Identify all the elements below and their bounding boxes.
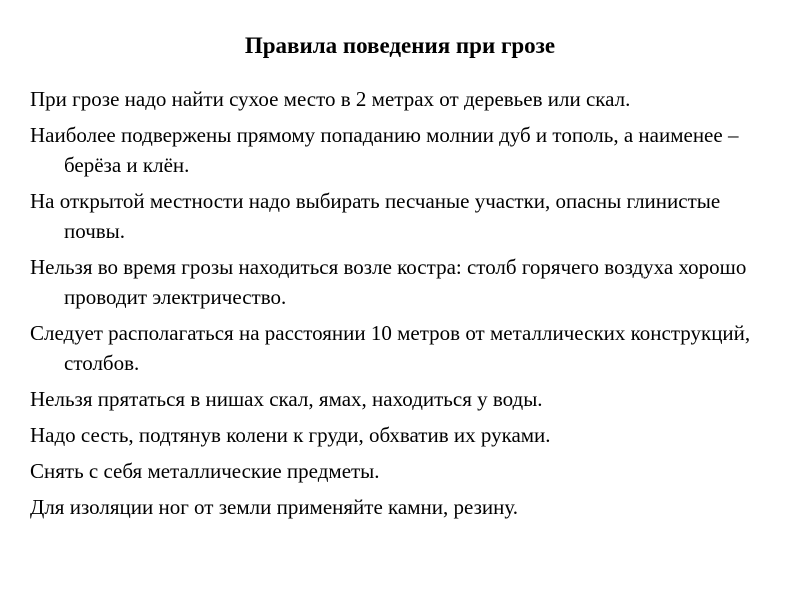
- rule-item-5: Следует располагаться на расстоянии 10 метров от металлических конструкций, столбов.: [30, 321, 751, 375]
- rule-item-3: На открытой местности надо выбирать песчаные участки, опасны глинистые почвы.: [30, 189, 721, 243]
- rule-item-1: При грозе надо найти сухое место в 2 метрах от деревьев или скал.: [30, 87, 631, 111]
- rules-list: [30, 84, 765, 528]
- rule-item-8: Снять с себя металлические предметы.: [30, 459, 380, 483]
- rule-item-4: Нельзя во время грозы находиться возле костра: столб горячего воздуха хорошо проводит электричество.: [30, 255, 747, 309]
- rule-item-2: Наиболее подвержены прямому попаданию молнии дуб и тополь, а наименее – берёза и клён.: [30, 123, 739, 177]
- slide-title: Правила поведения при грозе: [244, 33, 556, 58]
- rule-item-7: Надо сесть, подтянув колени к груди, обхватив их руками.: [30, 423, 551, 447]
- rule-item-9: Для изоляции ног от земли применяйте камни, резину.: [30, 495, 519, 519]
- rule-item-6: Нельзя прятаться в нишах скал, ямах, находиться у воды.: [30, 387, 543, 411]
